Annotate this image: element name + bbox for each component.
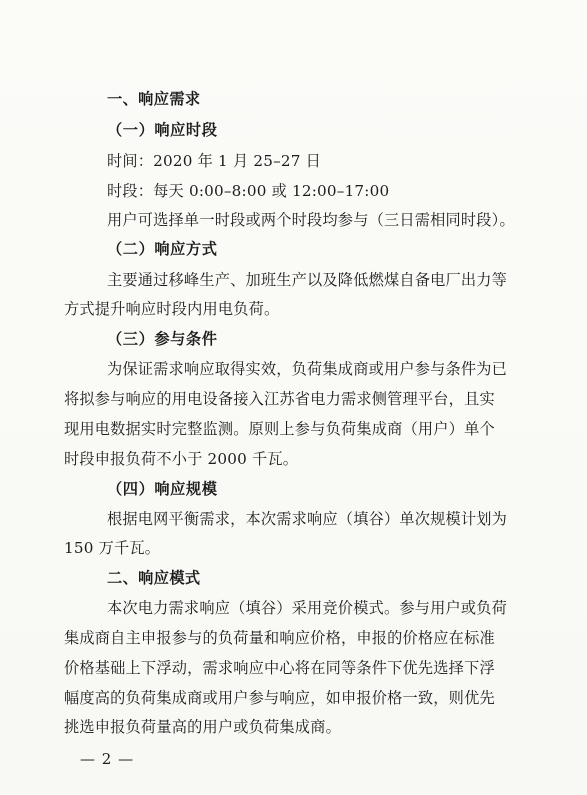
subsection-2-heading: （二）响应方式 (107, 240, 218, 258)
subsection-4-heading: （四）响应规模 (107, 480, 218, 498)
response-time-line: 时间：2020 年 1 月 25–27 日 (107, 152, 322, 170)
paragraph-line: 幅度高的负荷集成商或用户参与响应，如申报价格一致，则优先 (64, 689, 495, 707)
paragraph-line: 现用电数据实时完整监测。原则上参与负荷集成商（用户）单个 (64, 420, 495, 438)
response-period-line: 时段：每天 0:00–8:00 或 12:00–17:00 (107, 182, 390, 200)
paragraph-line: 方式提升响应时段内用电负荷。 (64, 300, 280, 318)
paragraph-line: 本次电力需求响应（填谷）采用竞价模式。参与用户或负荷 (107, 599, 508, 617)
paragraph-line: 集成商自主申报参与的负荷量和响应价格，申报的价格应在标准 (64, 629, 495, 647)
paragraph-line: 时段申报负荷不小于 2000 千瓦。 (64, 450, 299, 468)
section-1-heading: 一、响应需求 (107, 90, 201, 108)
subsection-1-heading: （一）响应时段 (107, 121, 218, 139)
paragraph-line: 将拟参与响应的用电设备接入江苏省电力需求侧管理平台，且实 (64, 390, 495, 408)
paragraph-line: 主要通过移峰生产、加班生产以及降低燃煤自备电厂出力等 (107, 271, 508, 289)
paragraph-line: 根据电网平衡需求，本次需求响应（填谷）单次规模计划为 (107, 510, 508, 528)
paragraph-line: 价格基础上下浮动，需求响应中心将在同等条件下优先选择下浮 (64, 659, 495, 677)
paragraph-line: 150 万千瓦。 (64, 539, 161, 557)
paragraph-line: 挑选申报负荷量高的用户或负荷集成商。 (64, 718, 341, 736)
section-2-heading: 二、响应模式 (107, 569, 201, 587)
page-number: — 2 — (80, 750, 135, 768)
period-note-line: 用户可选择单一时段或两个时段均参与（三日需相同时段）。 (107, 211, 515, 229)
subsection-3-heading: （三）参与条件 (107, 330, 218, 348)
paragraph-line: 为保证需求响应取得实效，负荷集成商或用户参与条件为已 (107, 360, 508, 378)
